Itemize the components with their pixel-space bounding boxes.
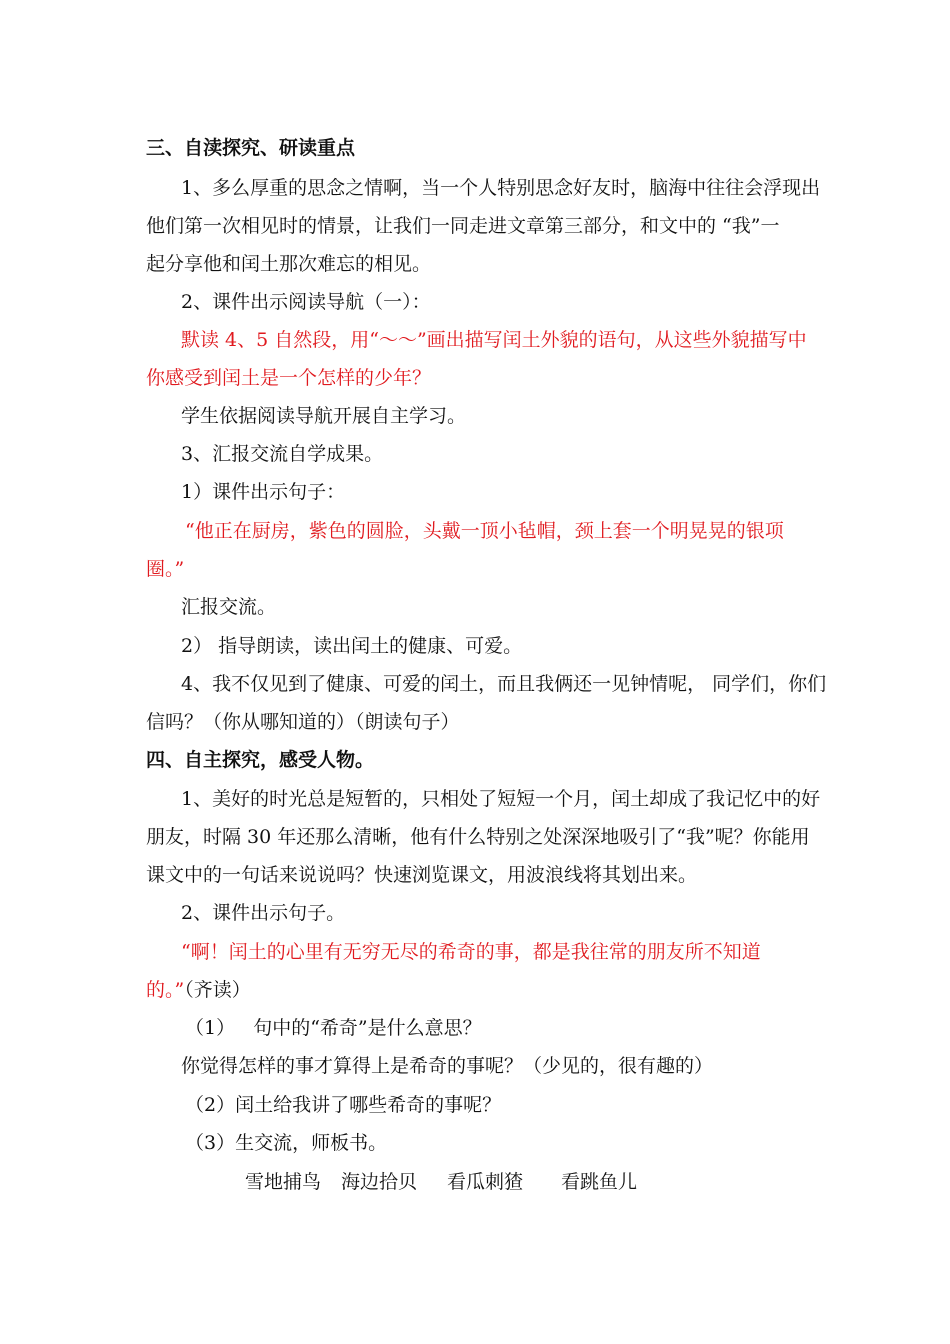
paragraph-line: 学生依据阅读导航开展自主学习。 — [181, 405, 467, 427]
paragraph-line: 2） 指导朗读，读出闰土的健康、可爱。 — [181, 635, 523, 657]
section-3-heading: 三、自渎探究、研读重点 — [146, 137, 356, 159]
paragraph-line: 他们第一次相见时的情景，让我们一同走进文章第三部分，和文中的 “我”一 — [146, 215, 780, 237]
paragraph-line: 1、多么厚重的思念之情啊，当一个人特别思念好友时，脑海中往往会浮现出 — [181, 177, 821, 199]
paragraph-line: 1）课件出示句子： — [181, 481, 346, 503]
paragraph-line: 朋友，时隔 30 年还那么清晰，他有什么特别之处深深地吸引了“我”呢？你能用 — [146, 826, 810, 848]
paragraph-line: 起分享他和闰土那次难忘的相见。 — [146, 253, 432, 275]
paragraph-line: 2、课件出示句子。 — [181, 902, 346, 924]
blackboard-item: 看跳鱼儿 — [561, 1171, 638, 1193]
quoted-sentence-line: “他正在厨房，紫色的圆脸，头戴一顶小毡帽，颈上套一个明晃晃的银项 — [185, 520, 784, 542]
choral-reading-note: （齐读） — [184, 979, 251, 1001]
reading-guide-line: 你感受到闰土是一个怎样的少年？ — [146, 367, 432, 389]
quoted-sentence-line — [146, 978, 251, 1002]
question-line: （1） 句中的“希奇”是什么意思？ — [185, 1017, 482, 1039]
paragraph-line: 3、汇报交流自学成果。 — [181, 443, 384, 465]
question-line: （2）闰土给我讲了哪些希奇的事呢？ — [185, 1094, 502, 1116]
blackboard-item: 海边拾贝 — [341, 1171, 418, 1193]
paragraph-line: 课文中的一句话来说说吗？快速浏览课文，用波浪线将其划出来。 — [146, 864, 698, 886]
paragraph-line: 你觉得怎样的事才算得上是希奇的事呢？（少见的，很有趣的） — [181, 1055, 714, 1077]
blackboard-item: 雪地捕鸟 — [245, 1171, 322, 1193]
section-4-heading: 四、自主探究，感受人物。 — [146, 749, 375, 771]
reading-guide-line: 默读 4、5 自然段，用“～～”画出描写闰土外貌的语句，从这些外貌描写中 — [181, 329, 807, 351]
question-line: （3）生交流，师板书。 — [185, 1132, 388, 1154]
blackboard-item: 看瓜刺猹 — [447, 1171, 524, 1193]
paragraph-line: 汇报交流。 — [181, 596, 277, 618]
paragraph-line: 2、课件出示阅读导航（一）： — [181, 291, 431, 313]
paragraph-line: 1、美好的时光总是短暂的，只相处了短短一个月，闰土却成了我记忆中的好 — [181, 788, 821, 810]
paragraph-line: 4、我不仅见到了健康、可爱的闰土，而且我俩还一见钟情呢， 同学们，你们 — [181, 673, 827, 695]
quoted-sentence-line: 圈。” — [146, 558, 185, 580]
quote-end: 的。” — [146, 979, 185, 1001]
paragraph-line: 信吗？（你从哪知道的）（朗读句子） — [146, 711, 460, 733]
quoted-sentence-line: “啊！闰土的心里有无穷无尽的希奇的事，都是我往常的朋友所不知道 — [181, 941, 761, 963]
